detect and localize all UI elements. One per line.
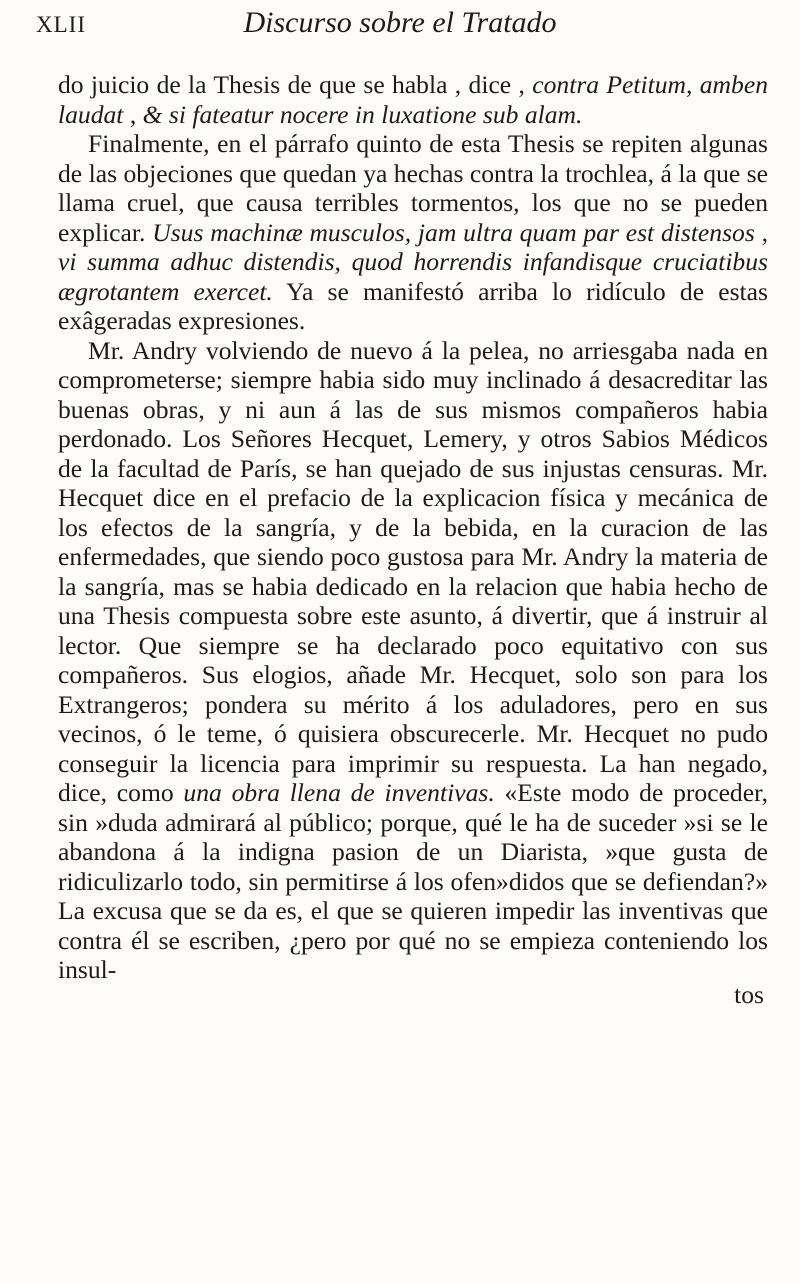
page-number: XLII <box>36 12 86 37</box>
paragraph <box>58 336 768 985</box>
text-span: do juicio de la Thesis de que se habla , dice , <box>58 70 533 99</box>
text-span: , <box>123 99 143 129</box>
text-span: Finalmente, en el párrafo quinto de esta Thesis se repiten algunas de las objeciones que quedan ya hechas contra la trochlea, á la que se llama cruel, que causa terribles tormentos, los que no se pueden explicar. <box>58 129 768 247</box>
italic-span: una obra llena de inventivas. <box>183 778 495 807</box>
text-span: Ya se manifestó arriba lo ridículo de estas exâgeradas expresiones. <box>58 276 768 335</box>
catchword: tos <box>734 979 764 1009</box>
paragraph <box>58 129 768 336</box>
italic-span: & si fateatur nocere in luxatione sub alam. <box>142 99 583 129</box>
text-span: «Este modo de proceder, sin »duda admirará al público; porque, qué le ha de suceder »si se le abandona á la indigna pasion de un Diarista, »que gusta de ridiculizarlo todo, sin permitirse á los ofen»didos que se defiendan?» La excusa que se da es, el que se quieren impedir las inventivas que contra él se escriben, ¿pero por qué no se empieza conteniendo los insul- <box>58 778 768 984</box>
page-header <box>0 0 800 60</box>
paragraph <box>58 70 768 129</box>
running-head: Discurso sobre el Tratado <box>243 6 557 39</box>
text-span: Mr. Andry volviendo de nuevo á la pelea, no arriesgaba nada en comprometerse; siempre habia sido muy inclinado á desacreditar las buenas obras, y ni aun á las de sus mismos compañeros habia perdonado. Los Señores Hecquet, Lemery, y otros Sabios Médicos de la facultad de París, se han quejado de sus injustas censuras. Mr. Hecquet dice en el prefacio de la explicacion física y mecánica de los efectos de la sangría, y de la bebida, en la curacion de las enfermedades, que siendo poco gustosa para Mr. Andry la materia de la sangría, mas se habia dedicado en la relacion que habia hecho de una Thesis compuesta sobre este asunto, á divertir, que á instruir al lector. Que siempre se ha declarado poco equitativo con sus compañeros. Sus elogios, añade Mr. Hecquet, solo son para los Extrangeros; pondera su mérito á los aduladores, pero en sus vecinos, ó le teme, ó quisiera obscurecerle. Mr. Hecquet no pudo conseguir la licencia para imprimir su respuesta. La han negado, dice, como <box>58 335 768 807</box>
text-body <box>58 70 768 1009</box>
italic-span: Usus machinæ musculos, jam ultra quam par est distensos , vi summa adhuc distendis, quod horrendis infandisque cruciatibus ægrotantem exercet. <box>58 217 768 306</box>
italic-span: contra Petitum, amben laudat <box>58 70 768 129</box>
